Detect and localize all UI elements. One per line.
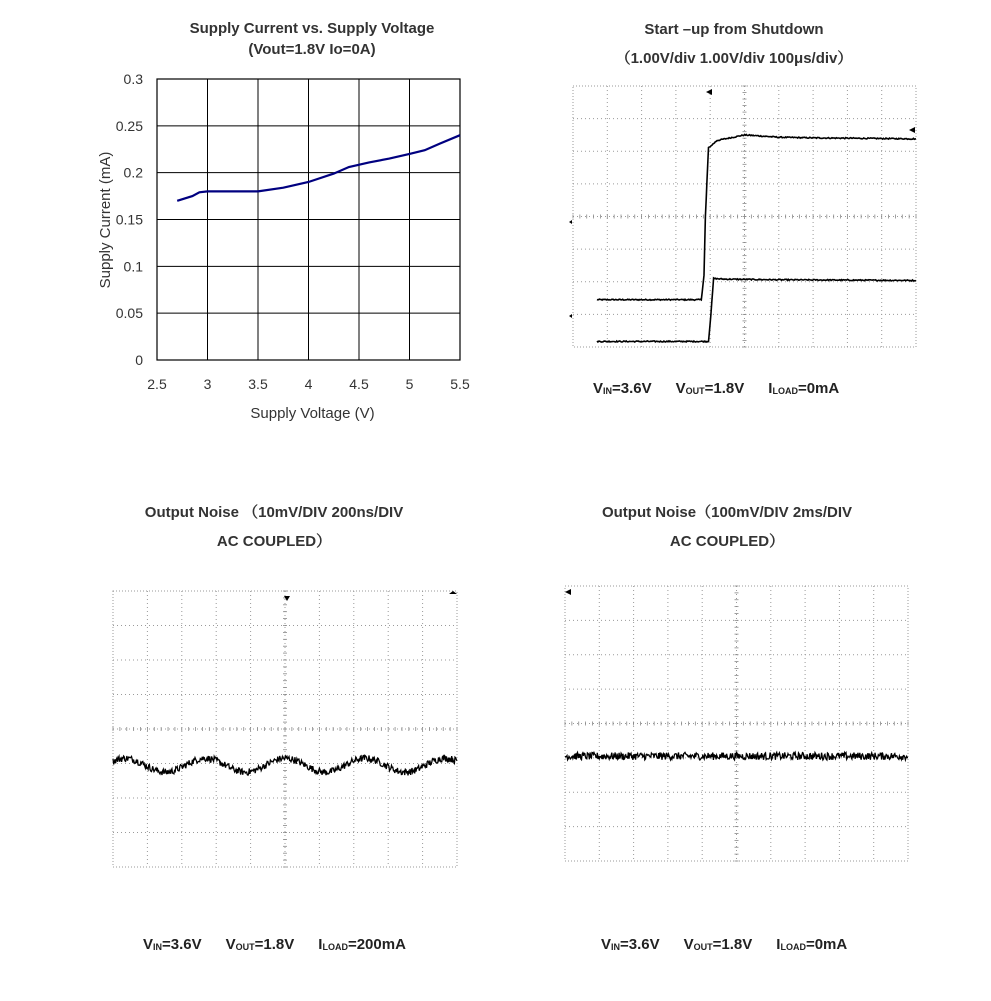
chart2-vin: =3.6V xyxy=(612,380,652,397)
chart1-ylabel: Supply Current (mA) xyxy=(97,151,114,289)
chart1-subtitle: (Vout=1.8V Io=0A) xyxy=(248,41,376,58)
chart2-conditions: VIN=3.6V VOUT=1.8V ILOAD=0mA xyxy=(593,380,840,397)
chart1-xlabel: Supply Voltage (V) xyxy=(250,405,375,422)
chart4-screen xyxy=(565,586,908,861)
chart1-ytick-label: 0.05 xyxy=(115,305,143,322)
chart2-iload: =0mA xyxy=(797,380,840,397)
chart2-subtitle: （1.00V/div 1.00V/div 100μs/div） xyxy=(615,50,853,67)
chart1-ytick-label: 0.3 xyxy=(123,71,143,87)
chart4-marker xyxy=(565,589,571,595)
chart1-xtick-label: 3 xyxy=(203,376,212,392)
chart2-title-line: Start –up from Shutdown xyxy=(644,21,824,38)
chart4-subtitle: AC COUPLED） xyxy=(669,533,785,550)
chart1-ytick-label: 0.25 xyxy=(115,117,143,134)
chart4-vin: =3.6V xyxy=(620,936,660,953)
chart3-vin: =3.6V xyxy=(162,936,202,953)
chart4-vout: =1.8V xyxy=(712,936,753,953)
chart2-screen xyxy=(569,86,916,347)
chart1-ytick-label: 0.15 xyxy=(115,211,143,228)
chart2-ch1-marker xyxy=(569,220,572,224)
chart3-screen xyxy=(113,591,457,867)
chart1-ytick-label: 0 xyxy=(135,352,143,368)
chart1-xtick-label: 5 xyxy=(405,376,414,392)
chart1-ytick-label: 0.1 xyxy=(123,258,143,275)
chart4-title-line: Output Noise（100mV/DIV 2ms/DIV xyxy=(601,504,853,521)
chart1-title-line: Supply Current vs. Supply Voltage xyxy=(189,20,435,37)
chart2-trigger-marker xyxy=(706,89,712,95)
chart4-conditions: VIN=3.6V VOUT=1.8V ILOAD=0mA xyxy=(601,936,848,953)
chart1-xtick-label: 5.5 xyxy=(450,376,470,392)
chart1-plot xyxy=(97,71,470,422)
chart1-xtick-label: 2.5 xyxy=(147,376,167,392)
chart3-vout: =1.8V xyxy=(254,936,295,953)
chart1-xtick-label: 3.5 xyxy=(248,376,268,392)
chart1-ytick-label: 0.2 xyxy=(123,164,143,181)
chart4-iload: =0mA xyxy=(805,936,848,953)
chart1-xtick-label: 4.5 xyxy=(349,376,369,392)
chart2-ch2-marker xyxy=(569,314,572,318)
chart1-xtick-label: 4 xyxy=(304,376,313,392)
chart1-series-line xyxy=(177,135,460,201)
chart2-vout: =1.8V xyxy=(704,380,745,397)
chart3-subtitle: AC COUPLED） xyxy=(216,533,332,550)
chart3-trigger-marker xyxy=(284,596,290,601)
chart3-title-line: Output Noise （10mV/DIV 200ns/DIV xyxy=(144,504,404,521)
chart3-iload: =200mA xyxy=(347,936,406,953)
chart3-conditions: VIN=3.6V VOUT=1.8V ILOAD=200mA xyxy=(143,936,406,953)
chart2-level-marker xyxy=(909,127,915,133)
chart2-trace-2 xyxy=(597,278,916,342)
chart3-noise-trace xyxy=(113,755,457,775)
